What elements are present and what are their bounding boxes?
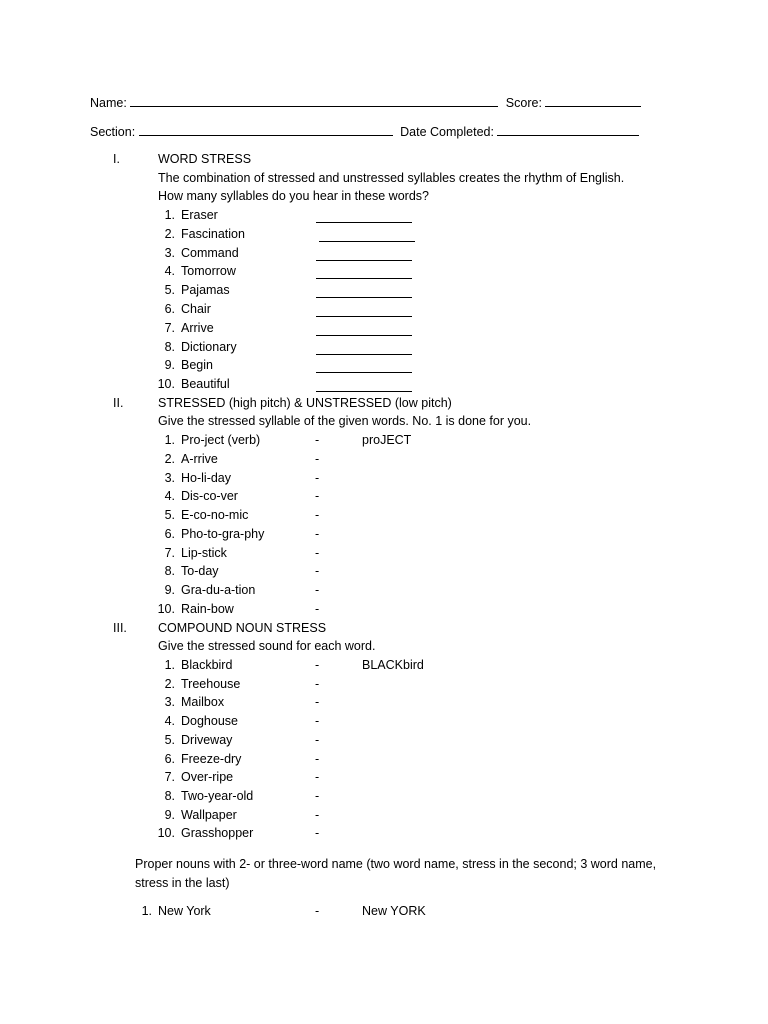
item-word: Fascination xyxy=(181,227,245,241)
item-answer[interactable]: BLACKbird xyxy=(362,658,424,672)
item-number: 7. xyxy=(164,770,175,784)
name-blank[interactable] xyxy=(130,94,498,107)
item-word: Ho-li-day xyxy=(181,471,232,485)
item-word: Freeze-dry xyxy=(181,752,242,766)
item-dash: - xyxy=(315,808,320,822)
section-instruction-continued: stress in the last) xyxy=(135,876,230,890)
item-number: 4. xyxy=(164,264,175,278)
section-title: COMPOUND NOUN STRESS xyxy=(158,621,327,635)
item-number: 3. xyxy=(164,246,175,260)
section-instruction: How many syllables do you hear in these words? xyxy=(158,189,429,203)
item-number: 10. xyxy=(157,377,175,391)
item-number: 1. xyxy=(164,208,175,222)
item-number: 1. xyxy=(164,658,175,672)
item-word: Rain-bow xyxy=(181,602,234,616)
item-dash: - xyxy=(315,904,320,918)
syllable-answer-blank[interactable] xyxy=(316,322,412,336)
item-word: New York xyxy=(158,904,211,918)
item-dash: - xyxy=(315,677,320,691)
item-word: Gra-du-a-tion xyxy=(181,583,256,597)
item-number: 3. xyxy=(164,471,175,485)
item-word: Over-ripe xyxy=(181,770,234,784)
item-word: E-co-no-mic xyxy=(181,508,249,522)
item-word: Mailbox xyxy=(181,695,225,709)
item-number: 9. xyxy=(164,808,175,822)
item-dash: - xyxy=(315,527,320,541)
item-number: 1. xyxy=(164,433,175,447)
section-row xyxy=(90,123,639,139)
item-dash: - xyxy=(315,583,320,597)
item-dash: - xyxy=(315,564,320,578)
item-number: 4. xyxy=(164,714,175,728)
item-number: 8. xyxy=(164,340,175,354)
item-dash: - xyxy=(315,826,320,840)
item-dash: - xyxy=(315,452,320,466)
item-number: 2. xyxy=(164,677,175,691)
section-blank[interactable] xyxy=(139,123,393,136)
item-word: Doghouse xyxy=(181,714,238,728)
section-label: Section: xyxy=(90,125,136,139)
item-word: Driveway xyxy=(181,733,233,747)
item-word: Tomorrow xyxy=(181,264,236,278)
item-dash: - xyxy=(315,770,320,784)
item-dash: - xyxy=(315,508,320,522)
item-number: 6. xyxy=(164,527,175,541)
section-instruction: Proper nouns with 2- or three-word name (two word name, stress in the second; 3 word name, xyxy=(135,857,657,871)
item-word: Blackbird xyxy=(181,658,233,672)
item-word: Wallpaper xyxy=(181,808,237,822)
section-instruction: Give the stressed syllable of the given words. No. 1 is done for you. xyxy=(158,414,532,428)
item-number: 8. xyxy=(164,789,175,803)
item-dash: - xyxy=(315,471,320,485)
item-word: Pho-to-gra-phy xyxy=(181,527,265,541)
syllable-answer-blank[interactable] xyxy=(316,247,412,261)
item-word: Treehouse xyxy=(181,677,241,691)
item-number: 2. xyxy=(164,227,175,241)
name-label: Name: xyxy=(90,96,127,110)
item-word: Begin xyxy=(181,358,213,372)
item-number: 1. xyxy=(141,904,152,918)
score-label: Score: xyxy=(505,96,542,110)
item-number: 5. xyxy=(164,283,175,297)
item-dash: - xyxy=(315,695,320,709)
item-number: 8. xyxy=(164,564,175,578)
item-number: 3. xyxy=(164,695,175,709)
item-number: 6. xyxy=(164,752,175,766)
item-word: Two-year-old xyxy=(181,789,254,803)
item-number: 9. xyxy=(164,358,175,372)
date-blank[interactable] xyxy=(497,123,639,136)
syllable-answer-blank[interactable] xyxy=(316,303,412,317)
item-word: Grasshopper xyxy=(181,826,254,840)
item-word: Pro-ject (verb) xyxy=(181,433,261,447)
score-blank[interactable] xyxy=(545,94,641,107)
item-dash: - xyxy=(315,602,320,616)
section-title: STRESSED (high pitch) & UNSTRESSED (low pitch) xyxy=(158,396,452,410)
name-row xyxy=(90,94,641,110)
item-word: Chair xyxy=(181,302,211,316)
item-word: Dictionary xyxy=(181,340,237,354)
item-number: 7. xyxy=(164,546,175,560)
section-numeral: II. xyxy=(113,396,124,410)
item-word: Arrive xyxy=(181,321,214,335)
item-number: 10. xyxy=(157,602,175,616)
section-title: WORD STRESS xyxy=(158,152,252,166)
item-word: Pajamas xyxy=(181,283,230,297)
date-label: Date Completed: xyxy=(400,125,494,139)
syllable-answer-blank[interactable] xyxy=(319,228,415,242)
item-answer[interactable]: New YORK xyxy=(362,904,426,918)
item-number: 5. xyxy=(164,508,175,522)
item-number: 9. xyxy=(164,583,175,597)
item-word: A-rrive xyxy=(181,452,218,466)
section-numeral: I. xyxy=(113,152,120,166)
item-dash: - xyxy=(315,714,320,728)
item-dash: - xyxy=(315,658,320,672)
item-word: To-day xyxy=(181,564,219,578)
item-dash: - xyxy=(315,752,320,766)
syllable-answer-blank[interactable] xyxy=(316,265,412,279)
item-number: 5. xyxy=(164,733,175,747)
syllable-answer-blank[interactable] xyxy=(316,341,412,355)
item-dash: - xyxy=(315,489,320,503)
item-word: Eraser xyxy=(181,208,218,222)
item-dash: - xyxy=(315,733,320,747)
item-dash: - xyxy=(315,433,320,447)
item-word: Dis-co-ver xyxy=(181,489,238,503)
syllable-answer-blank[interactable] xyxy=(316,378,412,392)
section-instruction: Give the stressed sound for each word. xyxy=(158,639,376,653)
syllable-answer-blank[interactable] xyxy=(316,209,412,223)
item-number: 10. xyxy=(157,826,175,840)
item-word: Command xyxy=(181,246,239,260)
section-description: The combination of stressed and unstressed syllables creates the rhythm of English. xyxy=(158,171,625,185)
syllable-answer-blank[interactable] xyxy=(316,359,412,373)
item-number: 7. xyxy=(164,321,175,335)
item-dash: - xyxy=(315,789,320,803)
item-dash: - xyxy=(315,546,320,560)
item-number: 4. xyxy=(164,489,175,503)
item-number: 6. xyxy=(164,302,175,316)
syllable-answer-blank[interactable] xyxy=(316,284,412,298)
item-answer[interactable]: proJECT xyxy=(362,433,412,447)
item-word: Beautiful xyxy=(181,377,230,391)
item-number: 2. xyxy=(164,452,175,466)
item-word: Lip-stick xyxy=(181,546,227,560)
section-numeral: III. xyxy=(113,621,127,635)
